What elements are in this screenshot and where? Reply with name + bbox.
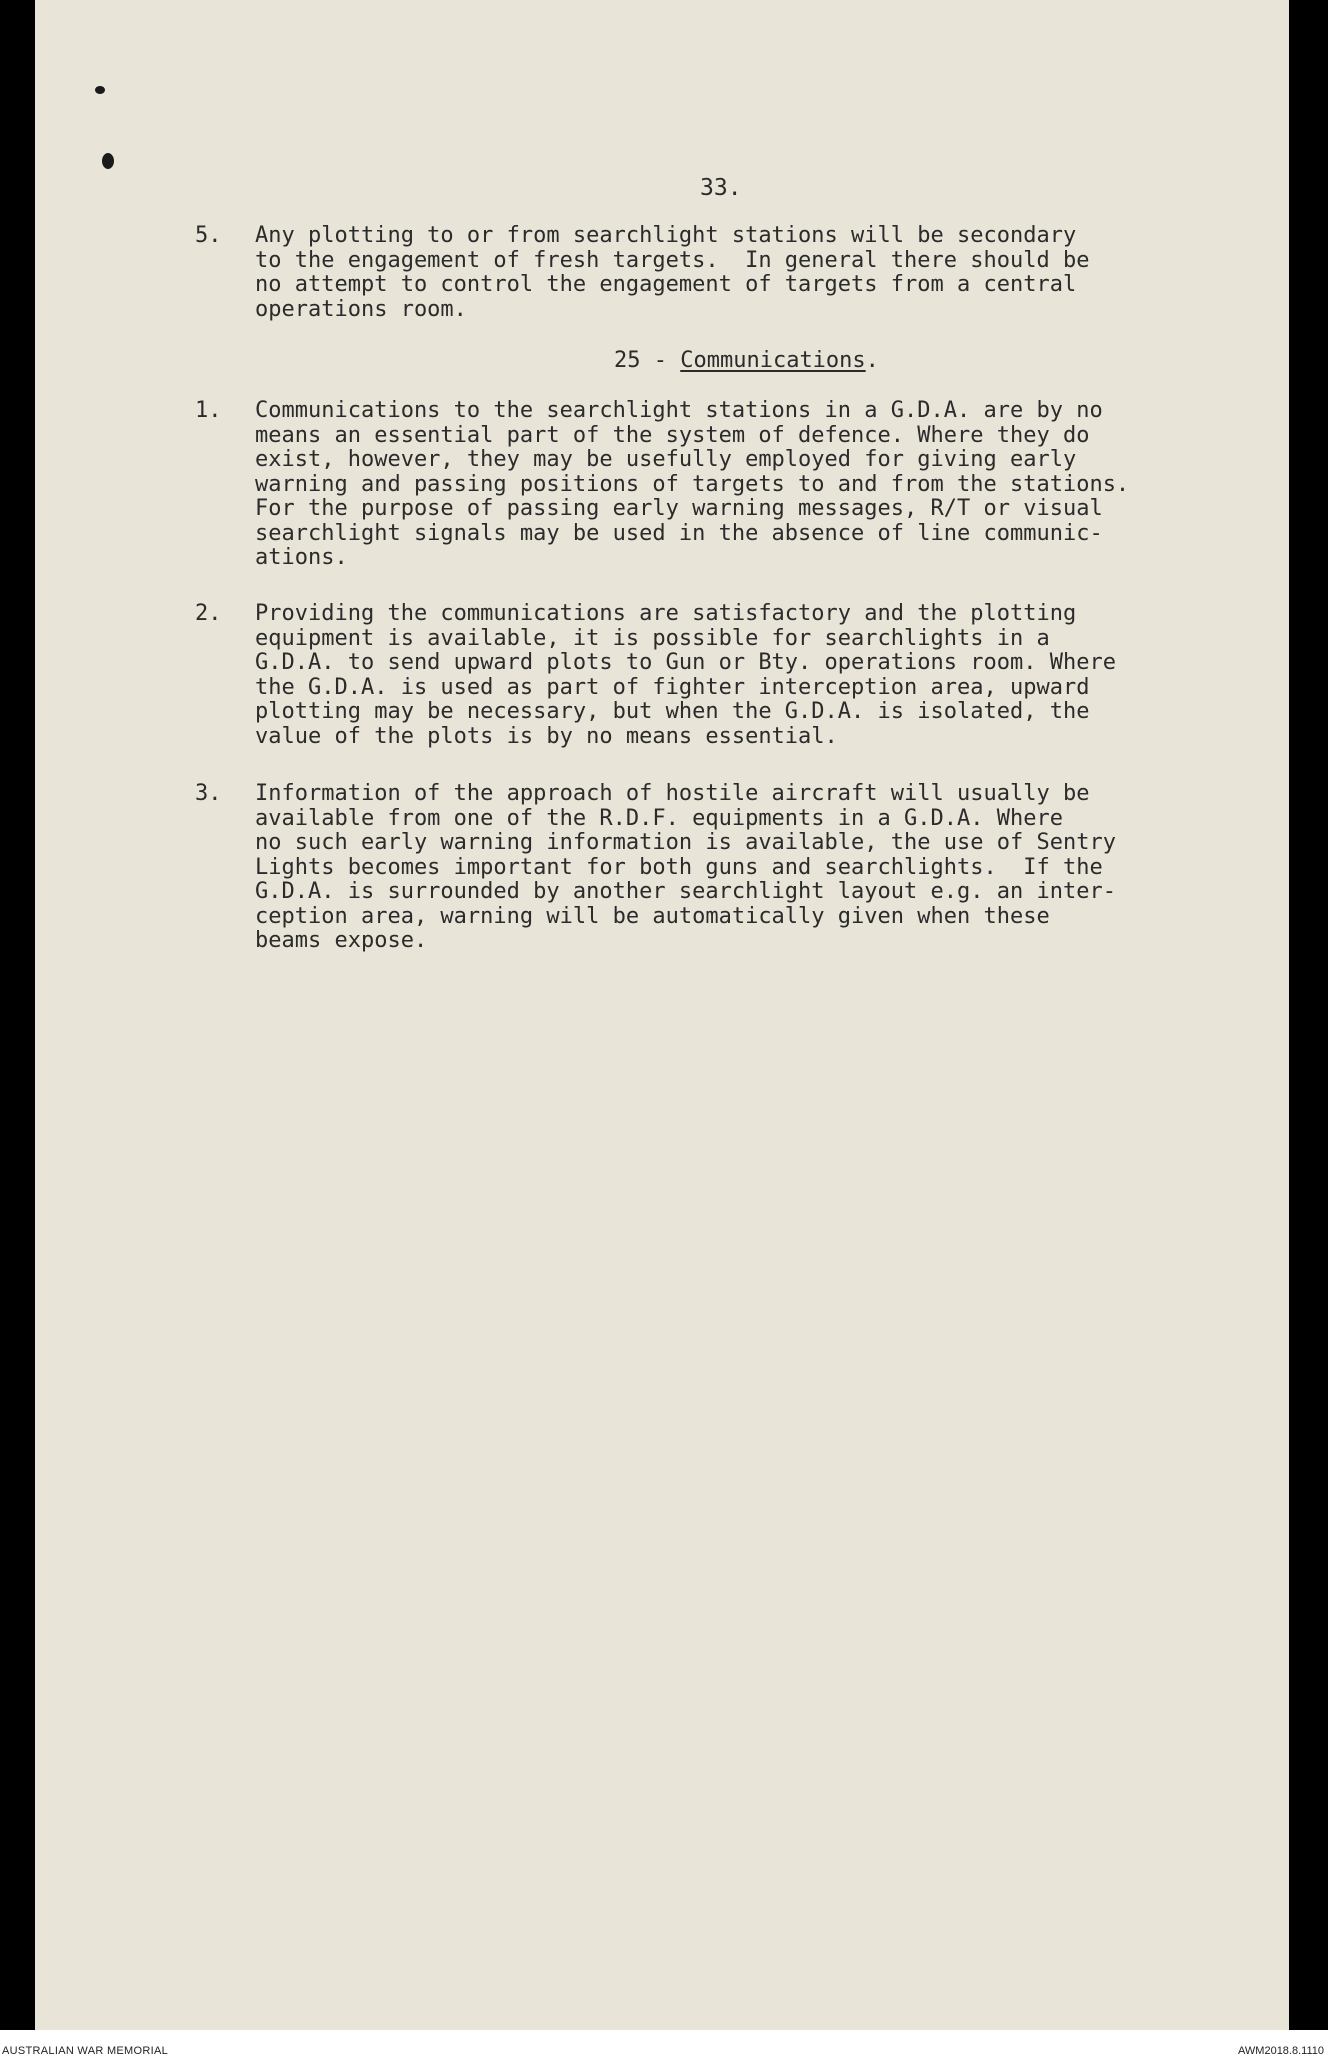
paragraph-number: 5. [195, 223, 222, 248]
paragraph-text [255, 602, 1295, 749]
text-line: G.D.A. is surrounded by another searchlight layout e.g. an inter- [255, 879, 1116, 904]
text-line: plotting may be necessary, but when the G.D.A. is isolated, the [255, 699, 1090, 724]
section-heading [614, 349, 879, 374]
section-heading-end: . [865, 348, 879, 373]
paragraph-number: 1. [195, 398, 222, 423]
text-line: Information of the approach of hostile aircraft will usually be [255, 781, 1090, 806]
text-line: G.D.A. to send upward plots to Gun or Bty. operations room. Where [255, 650, 1116, 675]
text-line: Lights becomes important for both guns and searchlights. If the [255, 854, 1103, 880]
text-line: equipment is available, it is possible for searchlights in a [255, 625, 1050, 651]
text-line: Communications to the searchlight stations in a G.D.A. are by no [255, 398, 1103, 423]
paragraph-text [255, 399, 1295, 571]
text-line: no attempt to control the engagement of targets from a central [255, 272, 1077, 297]
footer-accession-number: AWM2018.8.1110 [1237, 2045, 1324, 2057]
paragraph-text [255, 782, 1295, 954]
text-line: operations room. [255, 296, 467, 322]
section-number: 25 - [614, 348, 681, 373]
text-line: ations. [255, 545, 348, 570]
text-line: value of the plots is by no means essential. [255, 723, 838, 749]
text-line: the G.D.A. is used as part of fighter interception area, upward [255, 674, 1090, 700]
paragraph-number: 2. [195, 601, 222, 626]
text-line: Any plotting to or from searchlight stations will be secondary [255, 223, 1077, 248]
text-line: to the engagement of fresh targets. In general there should be [255, 247, 1090, 273]
text-line: exist, however, they may be usefully employed for giving early [255, 447, 1077, 472]
text-line: For the purpose of passing early warning messages, R/T or visual [255, 496, 1103, 521]
text-line: no such early warning information is available, the use of Sentry [255, 830, 1116, 855]
text-line: Providing the communications are satisfactory and the plotting [255, 601, 1077, 626]
text-line: warning and passing positions of targets to and from the stations. [255, 471, 1130, 497]
document-body [35, 0, 1289, 2030]
text-line: ception area, warning will be automatically given when these [255, 903, 1050, 929]
text-line: searchlight signals may be used in the absence of line communic- [255, 520, 1103, 546]
page-number: 33. [700, 175, 742, 201]
paragraph-number: 3. [195, 781, 222, 806]
section-title: Communications [680, 348, 866, 373]
document-page [35, 0, 1289, 2030]
paragraph-text [255, 224, 1295, 322]
footer-credit: AUSTRALIAN WAR MEMORIAL [2, 2045, 169, 2057]
text-line: means an essential part of the system of defence. Where they do [255, 422, 1090, 448]
footer-bar [0, 2030, 1328, 2061]
text-line: available from one of the R.D.F. equipments in a G.D.A. Where [255, 805, 1063, 831]
text-line: beams expose. [255, 928, 428, 953]
